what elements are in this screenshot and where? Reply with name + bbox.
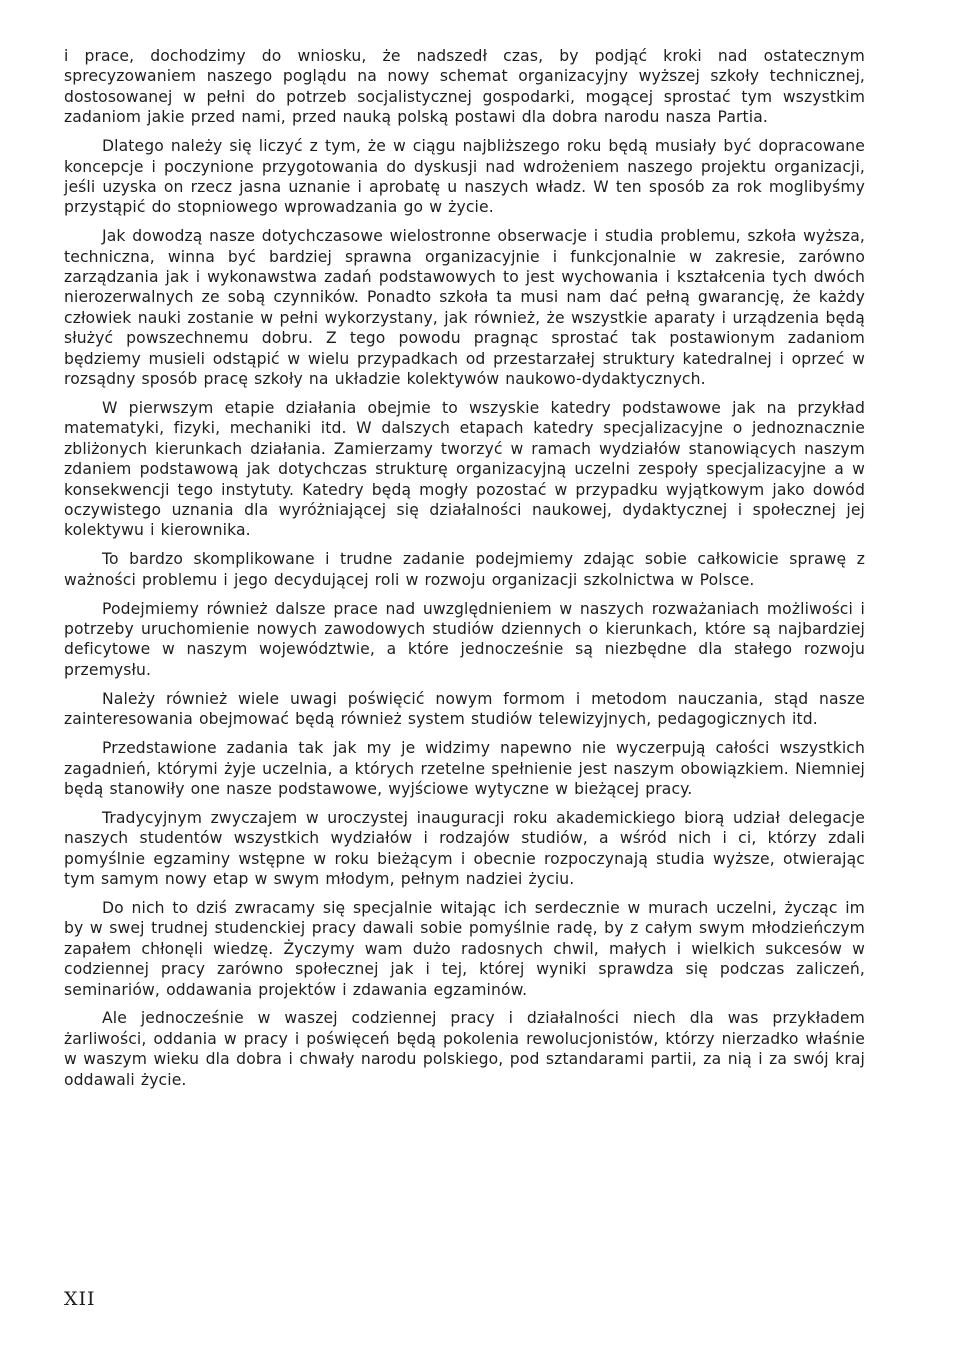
paragraph: Do nich to dziś zwracamy się specjalnie witając ich serdecznie w murach uczelni, życząc im by w swej trudnej studenckiej pracy dawali sobie pomyślnie radę, by z całym swym młodzieńczym zapałem chłonęli wiedzę. Życzymy wam dużo radosnych chwil, małych i wielkich sukcesów w codziennej pracy zarówno społecznej jak i tej, której wyniki sprawdza się podczas zaliczeń, seminariów, oddawania projektów i zdawania egzaminów. (64, 898, 865, 999)
text-body (64, 46, 865, 1099)
paragraph: To bardzo skomplikowane i trudne zadanie podejmiemy zdając sobie całkowicie sprawę z ważności problemu i jego decydującej roli w rozwoju organizacji szkolnictwa w Polsce. (64, 550, 865, 589)
paragraph: Podejmiemy również dalsze prace nad uwzględnieniem w naszych rozważaniach możliwości i potrzeby uruchomienie nowych zawodowych studiów dziennych o kierunkach, które są najbardziej deficytowe w naszym województwie, a które jednocześnie są niezbędne dla stałego rozwoju przemysłu. (64, 599, 865, 679)
paragraph: W pierwszym etapie działania obejmie to wszyskie katedry podstawowe jak na przykład matematyki, fizyki, mechaniki itd. W dalszych etapach katedry specjalizacyjne o jednoznacznie zbliżonych kierunkach działania. Zamierzamy tworzyć w ramach wydziałów stanowiących naszym zdaniem podstawową jak dotychczas strukturę organizacyjną uczelni zespoły specjalizacyjne a w konsekwencji tego instytuty. Katedry będą mogły pozostać w przypadku wyjątkowym jako dowód oczywistego uznania dla wyróżniającej się działalności naukowej, dydaktycznej i społecznej jej kolektywu i kierownika. (64, 399, 865, 540)
paragraph-continued: i prace, dochodzimy do wniosku, że nadszedł czas, by podjąć kroki nad ostatecznym sprecyzowaniem naszego poglądu na nowy schemat organizacyjny wyższej szkoły technicznej, dostosowanej w pełni do potrzeb socjalistycznej gospodarki, mogącej sprostać tym wszystkim zadaniom jakie przed nami, przed nauką polską postawi dla dobra narodu nasza Partia. (64, 47, 865, 127)
paragraph: Jak dowodzą nasze dotychczasowe wielostronne obserwacje i studia problemu, szkoła wyższa, techniczna, winna być bardziej sprawna organizacyjnie i funkcjonalnie w zakresie, zarówno zarządzania jak i wykonawstwa zadań podstawowych to jest wychowania i kształcenia tych dwóch nierozerwalnych ze sobą czynników. Ponadto szkoła ta musi nam dać pełną gwarancję, że każdy człowiek nauki zostanie w pełni wykorzystany, jak również, że wszystkie aparaty i urządzenia będą służyć powszechnemu dobru. Z tego powodu pragnąc sprostać tak postawionym zadaniom będziemy musieli odstąpić w wielu przypadkach od przestarzałej struktury katedralnej i oprzeć w rozsądny sposób pracę szkoły na układzie kolektywów naukowo-dydaktycznych. (64, 227, 865, 389)
page-number: XII (64, 1288, 96, 1310)
paragraph: Należy również wiele uwagi poświęcić nowym formom i metodom nauczania, stąd nasze zainteresowania obejmować będą również system studiów telewizyjnych, pedagogicznych itd. (64, 689, 865, 729)
paragraph: Przedstawione zadania tak jak my je widzimy napewno nie wyczerpują całości wszystkich zagadnień, którymi żyje uczelnia, a których rzetelne spełnienie jest naszym obowiązkiem. Niemniej będą stanowiły one nasze podstawowe, wyjściowe wytyczne w bieżącej pracy. (64, 739, 865, 798)
paragraph: Ale jednocześnie w waszej codziennej pracy i działalności niech dla was przykładem żarliwości, oddania w pracy i poświęceń będą pokolenia rewolucjonistów, którzy nierzadko właśnie w waszym wieku dla dobra i chwały narodu polskiego, pod sztandarami partii, za nią i za swój kraj oddawali życie. (64, 1009, 865, 1089)
paragraph: Tradycyjnym zwyczajem w uroczystej inauguracji roku akademickiego biorą udział delegacje naszych studentów wszystkich wydziałów i rodzajów studiów, a wśród nich i ci, którzy zdali pomyślnie egzaminy wstępne w roku bieżącym i obecnie rozpoczynają studia wyższe, otwierając tym samym nowy etap w swym młodym, pełnym nadziei życiu. (64, 808, 865, 889)
paragraph: Dlatego należy się liczyć z tym, że w ciągu najbliższego roku będą musiały być dopracowane koncepcje i poczynione przygotowania do dyskusji nad wdrożeniem naszego projektu organizacji, jeśli uzyska on rzecz jasna uznanie i aprobatę u naszych władz. W ten sposób za rok moglibyśmy przystąpić do stopniowego wprowadzania go w życie. (64, 137, 865, 217)
